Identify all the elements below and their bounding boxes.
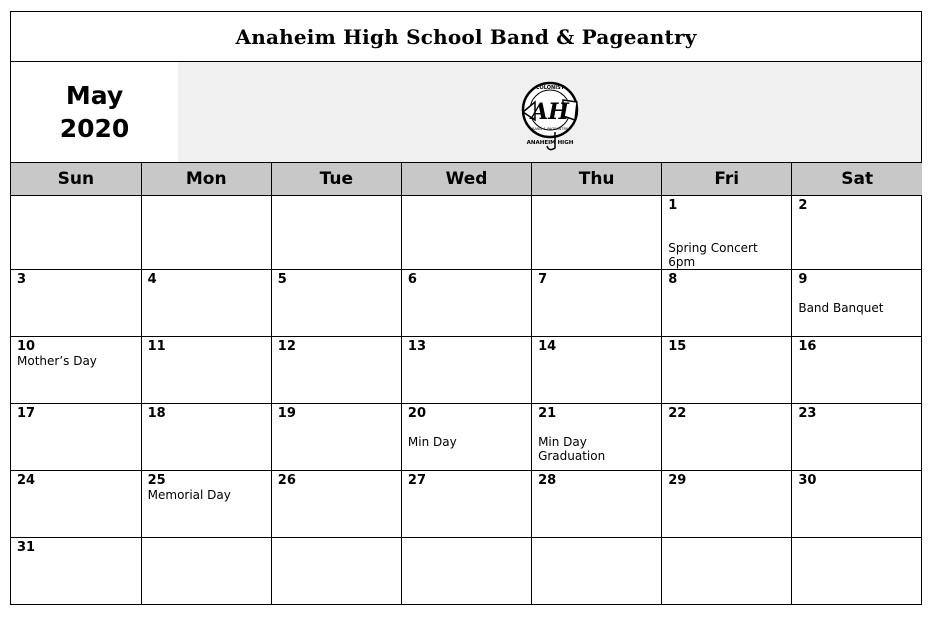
- day-number: 8: [668, 272, 678, 287]
- day-cell-15: [662, 337, 792, 404]
- day-cell-27: [401, 471, 531, 538]
- logo-initials: AH: [530, 99, 569, 125]
- empty-day-cell: [141, 538, 271, 605]
- day-cell-13: [401, 337, 531, 404]
- day-number: 28: [538, 473, 557, 488]
- title-row: [11, 12, 921, 62]
- day-number: 22: [668, 406, 687, 421]
- day-number: 13: [407, 339, 427, 354]
- day-cell-1: [662, 196, 792, 270]
- day-number: 3: [17, 272, 27, 287]
- empty-day-cell: [401, 196, 531, 270]
- day-cell-22: [662, 404, 792, 471]
- week-row: [11, 538, 922, 605]
- weekday-header-row: [11, 163, 922, 196]
- event-label: Min Day: [407, 435, 457, 449]
- day-cell-23: [792, 404, 922, 471]
- event-label: Memorial Day: [147, 488, 231, 502]
- day-cell-6: [401, 270, 531, 337]
- day-number: 20: [407, 406, 427, 421]
- weekday-thu: Thu: [532, 163, 662, 196]
- day-number: 19: [277, 406, 296, 421]
- day-number: 11: [147, 339, 166, 354]
- day-cell-10: [11, 337, 141, 404]
- event-label: Graduation: [538, 449, 606, 463]
- event-label: Mother’s Day: [17, 354, 97, 368]
- day-number: 5: [277, 272, 287, 287]
- empty-day-cell: [271, 538, 401, 605]
- day-number: 12: [277, 339, 296, 354]
- weekday-tue: Tue: [271, 163, 401, 196]
- day-cell-19: [271, 404, 401, 471]
- day-cell-16: [792, 337, 922, 404]
- month-name: May: [65, 81, 124, 110]
- day-cell-26: [271, 471, 401, 538]
- empty-day-cell: [141, 196, 271, 270]
- day-cell-9: [792, 270, 922, 337]
- event-label: Band Banquet: [798, 301, 884, 315]
- day-cell-5: [271, 270, 401, 337]
- day-number: 23: [798, 406, 817, 421]
- empty-day-cell: [532, 196, 662, 270]
- day-number: 17: [17, 406, 36, 421]
- day-number: 2: [798, 198, 808, 213]
- week-row: [11, 337, 922, 404]
- page-title: Anaheim High School Band & Pageantry: [235, 24, 697, 49]
- empty-day-cell: [11, 196, 141, 270]
- day-cell-30: [792, 471, 922, 538]
- day-number: 14: [538, 339, 557, 354]
- weekday-wed: Wed: [401, 163, 531, 196]
- event-label: Min Day: [538, 435, 587, 449]
- day-number: 6: [407, 272, 417, 287]
- day-cell-21: [532, 404, 662, 471]
- day-number: 29: [668, 473, 687, 488]
- week-row: [11, 404, 922, 471]
- day-cell-4: [141, 270, 271, 337]
- day-number: 30: [798, 473, 817, 488]
- day-cell-11: [141, 337, 271, 404]
- calendar-frame: [10, 11, 922, 605]
- day-cell-17: [11, 404, 141, 471]
- day-cell-24: [11, 471, 141, 538]
- empty-day-cell: [401, 538, 531, 605]
- day-number: 15: [668, 339, 687, 354]
- day-cell-28: [532, 471, 662, 538]
- logo-top-text: COLONIST: [535, 85, 564, 91]
- logo-bottom-text: ANAHEIM HIGH: [526, 140, 573, 146]
- day-cell-7: [532, 270, 662, 337]
- weekday-sat: Sat: [792, 163, 922, 196]
- empty-day-cell: [532, 538, 662, 605]
- day-cell-25: [141, 471, 271, 538]
- day-number: 21: [538, 406, 557, 421]
- day-number: 4: [147, 272, 157, 287]
- day-number: 9: [798, 272, 808, 287]
- day-number: 31: [17, 540, 36, 555]
- day-cell-20: [401, 404, 531, 471]
- logo-area: [178, 62, 921, 162]
- week-row: [11, 270, 922, 337]
- anaheim-high-logo-icon: [515, 72, 585, 152]
- empty-day-cell: [271, 196, 401, 270]
- weekday-mon: Mon: [141, 163, 271, 196]
- day-number: 25: [147, 473, 166, 488]
- day-number: 1: [668, 198, 678, 213]
- day-cell-8: [662, 270, 792, 337]
- day-cell-2: [792, 196, 922, 270]
- event-label: Spring Concert 6pm: [668, 241, 758, 269]
- day-cell-14: [532, 337, 662, 404]
- calendar-grid: [11, 163, 922, 604]
- day-number: 27: [407, 473, 427, 488]
- month-year: 2020: [59, 114, 130, 143]
- day-number: 26: [277, 473, 296, 488]
- month-label: [11, 62, 178, 162]
- day-cell-18: [141, 404, 271, 471]
- day-cell-31: [11, 538, 141, 605]
- day-number: 18: [147, 406, 166, 421]
- day-number: 7: [538, 272, 548, 287]
- week-row: [11, 196, 922, 270]
- weekday-sun: Sun: [11, 163, 141, 196]
- day-cell-3: [11, 270, 141, 337]
- week-row: [11, 471, 922, 538]
- logo-mid-text: BAND & PAGEANTRY: [531, 127, 568, 131]
- day-cell-12: [271, 337, 401, 404]
- empty-day-cell: [792, 538, 922, 605]
- empty-day-cell: [662, 538, 792, 605]
- month-header: [11, 62, 921, 163]
- day-cell-29: [662, 471, 792, 538]
- weekday-fri: Fri: [662, 163, 792, 196]
- day-number: 10: [17, 339, 36, 354]
- day-number: 24: [17, 473, 36, 488]
- day-number: 16: [798, 339, 817, 354]
